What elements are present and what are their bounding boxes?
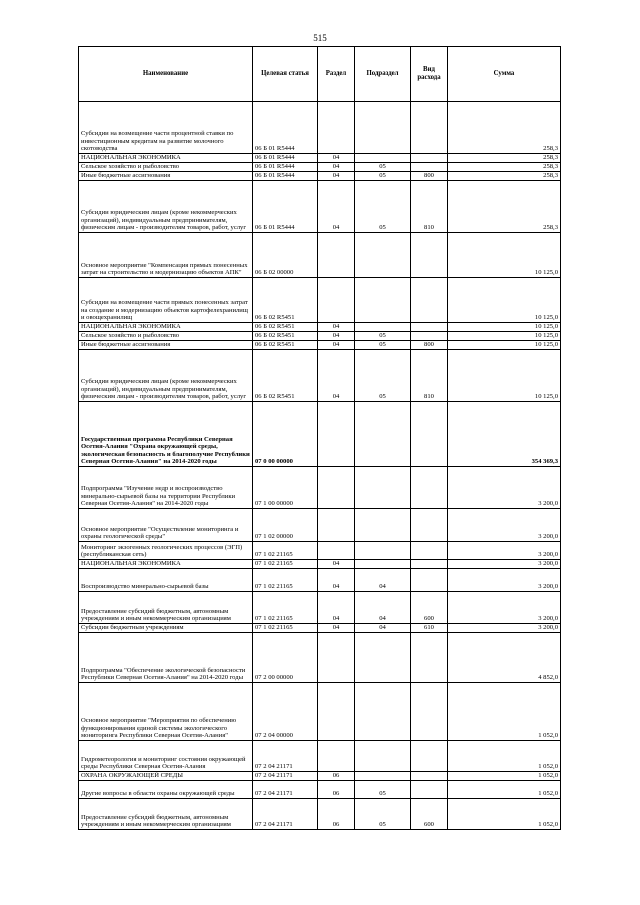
table-row — [79, 181, 561, 233]
row-name: Субсидии бюджетным учреждениям — [79, 624, 253, 633]
row-name: Предоставление субсидий бюджетным, автономным учреждениям и иным некоммерческим организациям — [79, 799, 253, 830]
row-name: Сельское хозяйство и рыболовство — [79, 163, 253, 172]
row-expense-type — [411, 781, 448, 799]
row-article: 06 Б 02 R5451 — [253, 350, 318, 402]
row-name: Иные бюджетные ассигнования — [79, 172, 253, 181]
table-row — [79, 278, 561, 323]
header-sum: Сумма — [448, 47, 561, 102]
table-row — [79, 741, 561, 772]
row-sum: 3 200,0 — [448, 560, 561, 569]
row-name: Основное мероприятие "Компенсация прямых понесенных затрат на строительство и модернизацию объектов АПК" — [79, 233, 253, 278]
row-sum: 3 200,0 — [448, 592, 561, 624]
row-subsection: 05 — [355, 181, 411, 233]
row-expense-type — [411, 323, 448, 332]
table-row — [79, 233, 561, 278]
row-name: Субсидии юридическим лицам (кроме некоммерческих организаций), индивидуальным предпринимателям, физическим лицам - производителям товаров, работ, услуг — [79, 181, 253, 233]
row-article: 06 Б 01 R5444 — [253, 181, 318, 233]
row-expense-type: 810 — [411, 350, 448, 402]
row-section: 04 — [318, 332, 355, 341]
row-sum: 10 125,0 — [448, 332, 561, 341]
row-subsection: 04 — [355, 624, 411, 633]
table-row — [79, 154, 561, 163]
row-sum: 3 200,0 — [448, 467, 561, 509]
row-expense-type — [411, 683, 448, 741]
row-sum: 258,3 — [448, 102, 561, 154]
row-subsection — [355, 467, 411, 509]
row-sum: 10 125,0 — [448, 341, 561, 350]
row-section — [318, 278, 355, 323]
row-name: НАЦИОНАЛЬНАЯ ЭКОНОМИКА — [79, 323, 253, 332]
table-row — [79, 772, 561, 781]
row-section: 04 — [318, 569, 355, 592]
row-name: Субсидии на возмещение части прямых понесенных затрат на создание и модернизацию объектов картофелехранилищ и овощехранилищ — [79, 278, 253, 323]
row-section — [318, 741, 355, 772]
table-row — [79, 633, 561, 683]
row-section: 04 — [318, 181, 355, 233]
table-header-row — [79, 47, 561, 102]
row-section — [318, 102, 355, 154]
row-sum: 10 125,0 — [448, 278, 561, 323]
row-article: 06 Б 01 R5444 — [253, 172, 318, 181]
row-name: Субсидии юридическим лицам (кроме некоммерческих организаций), индивидуальным предпринимателям, физическим лицам - производителям товаров, работ, услуг — [79, 350, 253, 402]
row-article: 07 1 02 21165 — [253, 560, 318, 569]
row-subsection — [355, 683, 411, 741]
row-sum: 258,3 — [448, 172, 561, 181]
table-row — [79, 402, 561, 467]
row-article: 07 2 04 21171 — [253, 741, 318, 772]
table-row — [79, 102, 561, 154]
row-expense-type — [411, 402, 448, 467]
row-name: ОХРАНА ОКРУЖАЮЩЕЙ СРЕДЫ — [79, 772, 253, 781]
row-subsection: 05 — [355, 341, 411, 350]
row-expense-type — [411, 102, 448, 154]
row-section: 04 — [318, 154, 355, 163]
row-article: 06 Б 01 R5444 — [253, 163, 318, 172]
row-sum: 10 125,0 — [448, 233, 561, 278]
table-row — [79, 624, 561, 633]
row-sum: 3 200,0 — [448, 569, 561, 592]
row-sum: 4 852,0 — [448, 633, 561, 683]
row-section: 04 — [318, 624, 355, 633]
page-number: 515 — [313, 33, 327, 43]
row-article: 06 Б 02 00000 — [253, 233, 318, 278]
row-sum: 1 052,0 — [448, 772, 561, 781]
row-article: 07 2 04 21171 — [253, 799, 318, 830]
row-section: 04 — [318, 341, 355, 350]
row-article: 06 Б 02 R5451 — [253, 341, 318, 350]
row-sum: 10 125,0 — [448, 350, 561, 402]
row-expense-type: 600 — [411, 592, 448, 624]
table-row — [79, 542, 561, 560]
row-expense-type — [411, 278, 448, 323]
row-name: Государственная программа Республики Северная Осетия-Алания "Охрана окружающей среды, экологическая безопасность и благополучие Республики Северная Осетия-Алания" на 2014-2020 годы — [79, 402, 253, 467]
row-expense-type — [411, 332, 448, 341]
table-row — [79, 350, 561, 402]
row-subsection — [355, 509, 411, 542]
header-expense-type: Вид расхода — [411, 47, 448, 102]
row-subsection: 05 — [355, 332, 411, 341]
row-section: 04 — [318, 172, 355, 181]
row-expense-type — [411, 509, 448, 542]
row-sum: 258,3 — [448, 154, 561, 163]
header-subsection: Подраздел — [355, 47, 411, 102]
row-article: 06 Б 01 R5444 — [253, 102, 318, 154]
row-expense-type: 800 — [411, 172, 448, 181]
table-row — [79, 799, 561, 830]
header-article: Целевая статья — [253, 47, 318, 102]
table-row — [79, 781, 561, 799]
row-section — [318, 467, 355, 509]
row-name: Основное мероприятие "Осуществление мониторинга и охраны геологической среды" — [79, 509, 253, 542]
row-expense-type — [411, 741, 448, 772]
table-body — [79, 102, 561, 830]
row-section — [318, 233, 355, 278]
row-name: Субсидии на возмещение части процентной ставки по инвестиционным кредитам на развитие молочного скотоводства — [79, 102, 253, 154]
row-subsection: 05 — [355, 163, 411, 172]
row-expense-type — [411, 772, 448, 781]
row-subsection — [355, 560, 411, 569]
row-sum: 10 125,0 — [448, 323, 561, 332]
row-sum: 3 200,0 — [448, 624, 561, 633]
table-row — [79, 592, 561, 624]
row-name: Предоставление субсидий бюджетным, автономным учреждениям и иным некоммерческим организациям — [79, 592, 253, 624]
row-subsection: 05 — [355, 781, 411, 799]
row-section: 06 — [318, 799, 355, 830]
row-subsection — [355, 278, 411, 323]
row-subsection — [355, 741, 411, 772]
row-name: Гидрометеорология и мониторинг состояния окружающей среды Республики Северная Осетия-Алания — [79, 741, 253, 772]
row-sum: 1 052,0 — [448, 683, 561, 741]
table-row — [79, 569, 561, 592]
row-article: 07 1 02 21165 — [253, 624, 318, 633]
row-article: 07 1 02 21165 — [253, 569, 318, 592]
table-row — [79, 323, 561, 332]
row-expense-type — [411, 633, 448, 683]
row-section: 04 — [318, 323, 355, 332]
row-subsection: 05 — [355, 350, 411, 402]
row-section: 04 — [318, 560, 355, 569]
row-expense-type — [411, 154, 448, 163]
row-name: Мониторинг экзогенных геологических процессов (ЭГП) (республиканская сеть) — [79, 542, 253, 560]
row-name: Подпрограмма "Изучение недр и воспроизводство минерально-сырьевой базы на территории Республики Северная Осетия-Алания" на 2014-2020 годы — [79, 467, 253, 509]
row-sum: 354 369,3 — [448, 402, 561, 467]
row-sum: 1 052,0 — [448, 781, 561, 799]
row-expense-type: 810 — [411, 181, 448, 233]
row-section: 04 — [318, 350, 355, 402]
row-expense-type — [411, 163, 448, 172]
row-section — [318, 633, 355, 683]
row-sum: 258,3 — [448, 181, 561, 233]
row-expense-type — [411, 560, 448, 569]
row-section: 04 — [318, 592, 355, 624]
row-subsection — [355, 772, 411, 781]
row-section: 04 — [318, 163, 355, 172]
row-article: 07 2 04 21171 — [253, 772, 318, 781]
row-subsection — [355, 633, 411, 683]
row-article: 07 2 00 00000 — [253, 633, 318, 683]
row-section — [318, 402, 355, 467]
row-subsection — [355, 233, 411, 278]
row-subsection: 04 — [355, 592, 411, 624]
row-name: Основное мероприятие "Мероприятия по обеспечению функционирования единой системы экологического мониторинга Республики Северная Осетия-Алания" — [79, 683, 253, 741]
row-article: 07 1 02 00000 — [253, 509, 318, 542]
header-name: Наименование — [79, 47, 253, 102]
row-name: НАЦИОНАЛЬНАЯ ЭКОНОМИКА — [79, 154, 253, 163]
row-sum: 1 052,0 — [448, 799, 561, 830]
row-article: 06 Б 01 R5444 — [253, 154, 318, 163]
row-subsection — [355, 323, 411, 332]
row-section — [318, 683, 355, 741]
row-name: НАЦИОНАЛЬНАЯ ЭКОНОМИКА — [79, 560, 253, 569]
table-row — [79, 172, 561, 181]
table-row — [79, 560, 561, 569]
row-section: 06 — [318, 781, 355, 799]
row-section — [318, 509, 355, 542]
row-expense-type — [411, 569, 448, 592]
table-row — [79, 332, 561, 341]
row-section — [318, 542, 355, 560]
row-name: Иные бюджетные ассигнования — [79, 341, 253, 350]
row-name: Сельское хозяйство и рыболовство — [79, 332, 253, 341]
header-section: Раздел — [318, 47, 355, 102]
row-expense-type — [411, 467, 448, 509]
table-row — [79, 683, 561, 741]
row-article: 06 Б 02 R5451 — [253, 332, 318, 341]
row-subsection — [355, 542, 411, 560]
row-expense-type: 600 — [411, 799, 448, 830]
row-name: Другие вопросы в области охраны окружающей среды — [79, 781, 253, 799]
table-row — [79, 509, 561, 542]
row-expense-type — [411, 542, 448, 560]
row-expense-type — [411, 233, 448, 278]
table-row — [79, 467, 561, 509]
row-article: 07 2 04 21171 — [253, 781, 318, 799]
row-subsection: 05 — [355, 172, 411, 181]
row-article: 07 1 00 00000 — [253, 467, 318, 509]
row-subsection — [355, 402, 411, 467]
row-article: 06 Б 02 R5451 — [253, 323, 318, 332]
row-sum: 3 200,0 — [448, 509, 561, 542]
table-row — [79, 341, 561, 350]
row-article: 07 2 04 00000 — [253, 683, 318, 741]
row-sum: 258,3 — [448, 163, 561, 172]
row-sum: 3 200,0 — [448, 542, 561, 560]
budget-table — [78, 46, 561, 830]
row-subsection — [355, 102, 411, 154]
row-subsection: 05 — [355, 799, 411, 830]
table-row — [79, 163, 561, 172]
row-name: Воспроизводство минерально-сырьевой базы — [79, 569, 253, 592]
row-article: 07 1 02 21165 — [253, 542, 318, 560]
row-article: 07 1 02 21165 — [253, 592, 318, 624]
row-article: 07 0 00 00000 — [253, 402, 318, 467]
row-expense-type: 800 — [411, 341, 448, 350]
row-article: 06 Б 02 R5451 — [253, 278, 318, 323]
row-section: 06 — [318, 772, 355, 781]
row-name: Подпрограмма "Обеспечение экологической безопасности Республики Северная Осетия-Алания" на 2014-2020 годы — [79, 633, 253, 683]
row-subsection: 04 — [355, 569, 411, 592]
row-subsection — [355, 154, 411, 163]
row-sum: 1 052,0 — [448, 741, 561, 772]
row-expense-type: 610 — [411, 624, 448, 633]
